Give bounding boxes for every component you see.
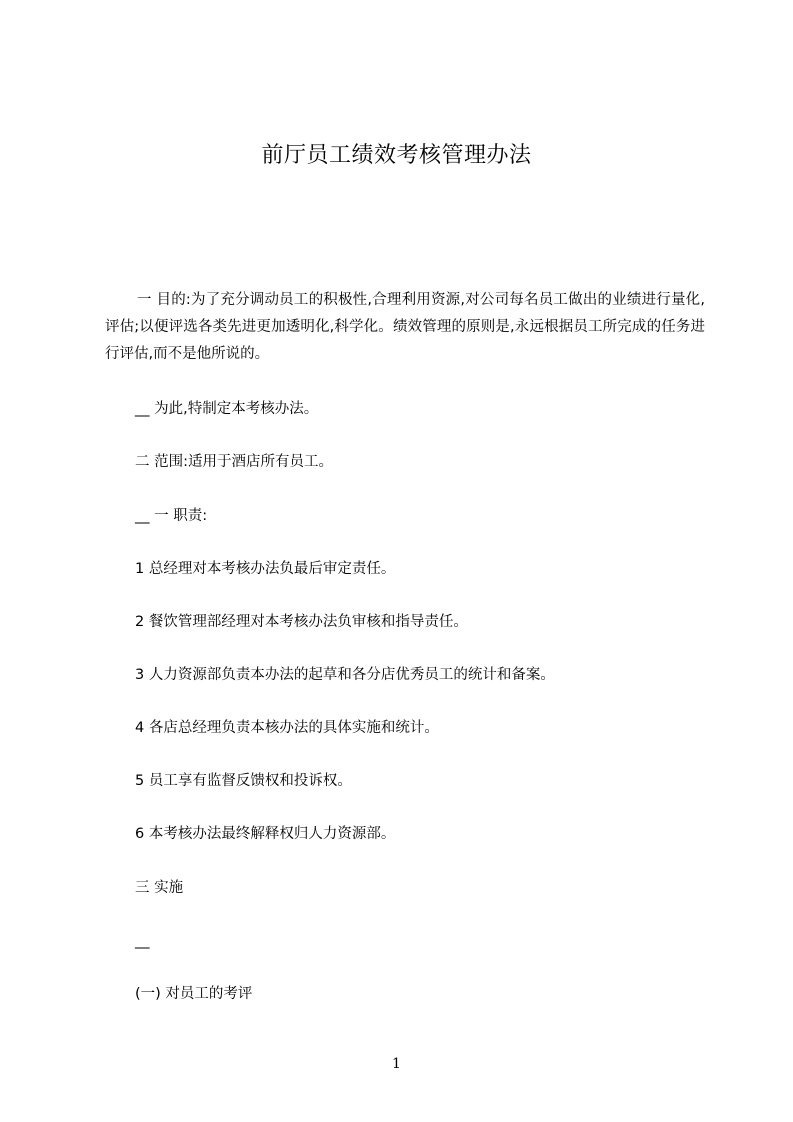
- scope-line: 二 范围:适用于酒店所有员工。: [135, 454, 333, 470]
- responsibility-item-3: 3 人力资源部负责本办法的起草和各分店优秀员工的统计和备案。: [135, 667, 555, 683]
- employee-evaluation-heading: (一) 对员工的考评: [135, 986, 253, 1002]
- responsibility-item-2: 2 餐饮管理部经理对本考核办法负审核和指导责任。: [135, 614, 468, 630]
- purpose-paragraph: 一 目的:为了充分调动员工的积极性,合理利用资源,对公司每名员工做出的业绩进行量化,评估;以便评选各类先进更加透明化,科学化。绩效管理的原则是,永远根据员工所完成的任务进行评估,而不是他所说的。: [105, 292, 705, 362]
- responsibilities-heading: __ 一 职责:: [135, 508, 208, 524]
- page-number: 1: [392, 1056, 401, 1072]
- document-title: 前厅员工绩效考核管理办法: [261, 143, 532, 168]
- implementation-heading: 三 实施: [135, 880, 184, 896]
- responsibility-item-4: 4 各店总经理负责本核办法的具体实施和统计。: [135, 720, 439, 736]
- blank-placeholder-line: __: [135, 933, 150, 949]
- responsibility-item-5: 5 员工享有监督反馈权和投诉权。: [135, 773, 352, 789]
- responsibility-item-6: 6 本考核办法最终解释权归人力资源部。: [135, 826, 396, 842]
- responsibility-item-1: 1 总经理对本考核办法负最后审定责任。: [135, 561, 396, 577]
- formulation-line: __ 为此,特制定本考核办法。: [135, 401, 319, 417]
